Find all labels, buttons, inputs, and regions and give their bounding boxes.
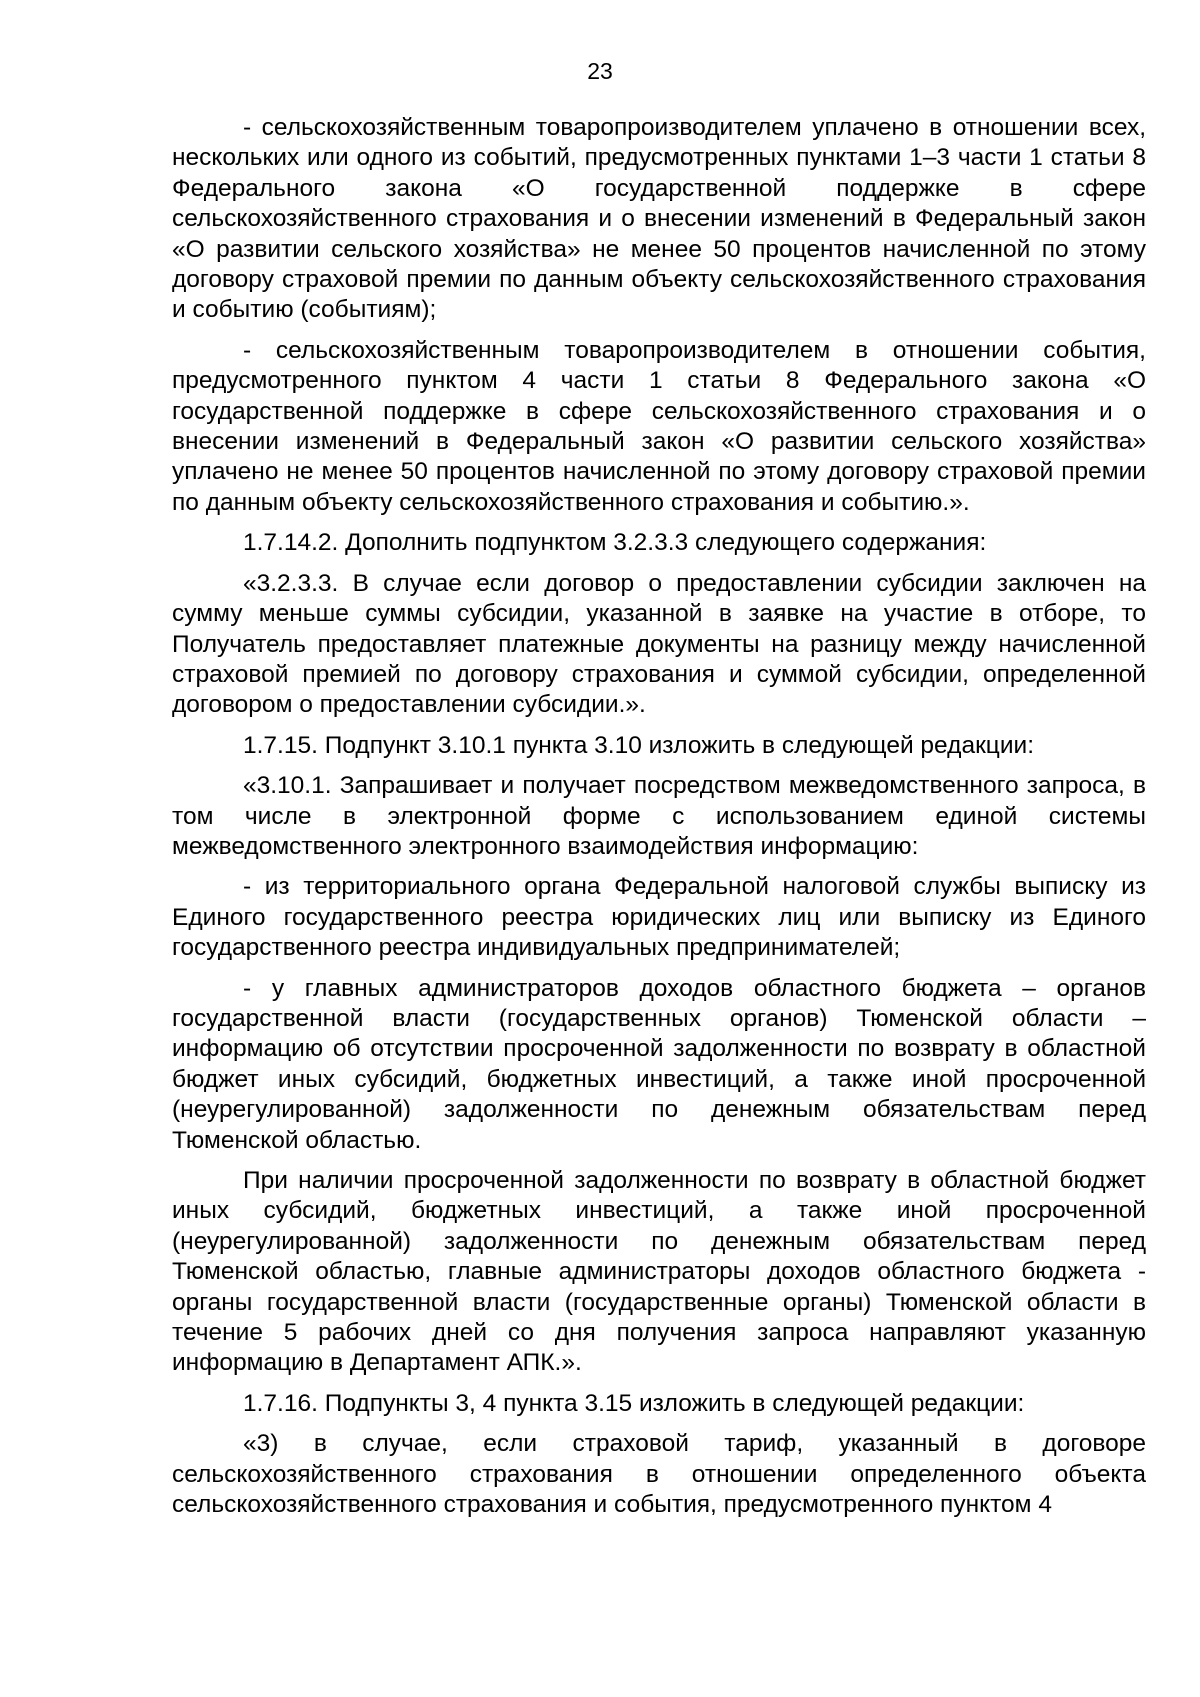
paragraph-7: - из территориального органа Федеральной налоговой службы выписку из Единого государственного реестра юридических лиц или выписку из Единого государственного реестра индивидуальных предпринимателей; [172,873,1146,962]
paragraph-3: 1.7.14.2. Дополнить подпунктом 3.2.3.3 следующего содержания: [243,529,987,557]
paragraph-5: 1.7.15. Подпункт 3.10.1 пункта 3.10 изложить в следующей редакции: [243,731,1034,759]
paragraph-4: «3.2.3.3. В случае если договор о предоставлении субсидии заключен на сумму меньше суммы субсидии, указанной в заявке на участие в отборе, то Получатель предоставляет платежные документы на разницу между начисленной страховой премией по договору страхования и суммой субсидии, определенной договором о предоставлении субсидии.». [172,569,1146,719]
paragraph-9: При наличии просроченной задолженности по возврату в областной бюджет иных субсидий, бюджетных инвестиций, а также иной просроченной (неурегулированной) задолженности по денежным обязательствам перед Тюменской областью, главные администраторы доходов областного бюджета - органы государственной власти (государственные органы) Тюменской области в течение 5 рабочих дней со дня получения запроса направляют указанную информацию в Департамент АПК.». [172,1167,1146,1377]
paragraph-8: - у главных администраторов доходов областного бюджета – органов государственной власти (государственных органов) Тюменской области – информацию об отсутствии просроченной задолженности по возврату в областной бюджет иных субсидий, бюджетных инвестиций, а также иной просроченной (неурегулированной) задолженности по денежным обязательствам перед Тюменской областью. [172,974,1146,1154]
paragraph-10: 1.7.16. Подпункты 3, 4 пункта 3.15 изложить в следующей редакции: [243,1389,1025,1417]
page-number: 23 [587,58,613,84]
paragraph-6: «3.10.1. Запрашивает и получает посредством межведомственного запроса, в том числе в электронной форме с использованием единой системы межведомственного электронного взаимодействия информацию: [172,772,1146,860]
paragraph-11: «3) в случае, если страховой тариф, указанный в договоре сельскохозяйственного страхования в отношении определенного объекта сельскохозяйственного страхования и события, предусмотренного пунктом 4 [172,1430,1146,1519]
paragraph-1: - сельскохозяйственным товаропроизводителем уплачено в отношении всех, нескольких или одного из событий, предусмотренных пунктами 1–3 части 1 статьи 8 Федерального закона «О государственной поддержке в сфере сельскохозяйственного страхования и о внесении изменений в Федеральный закон «О развитии сельского хозяйства» не менее 50 процентов начисленной по этому договору страховой премии по данным объекту сельскохозяйственного страхования и событию (событиям); [172,114,1146,324]
document-body [172,113,1146,1530]
paragraph-2: - сельскохозяйственным товаропроизводителем в отношении события, предусмотренного пунктом 4 части 1 статьи 8 Федерального закона «О государственной поддержке в сфере сельскохозяйственного страхования и о внесении изменений в Федеральный закон «О развитии сельского хозяйства» уплачено не менее 50 процентов начисленной по этому договору страховой премии по данным объекту сельскохозяйственного страхования и событию.». [172,336,1146,516]
